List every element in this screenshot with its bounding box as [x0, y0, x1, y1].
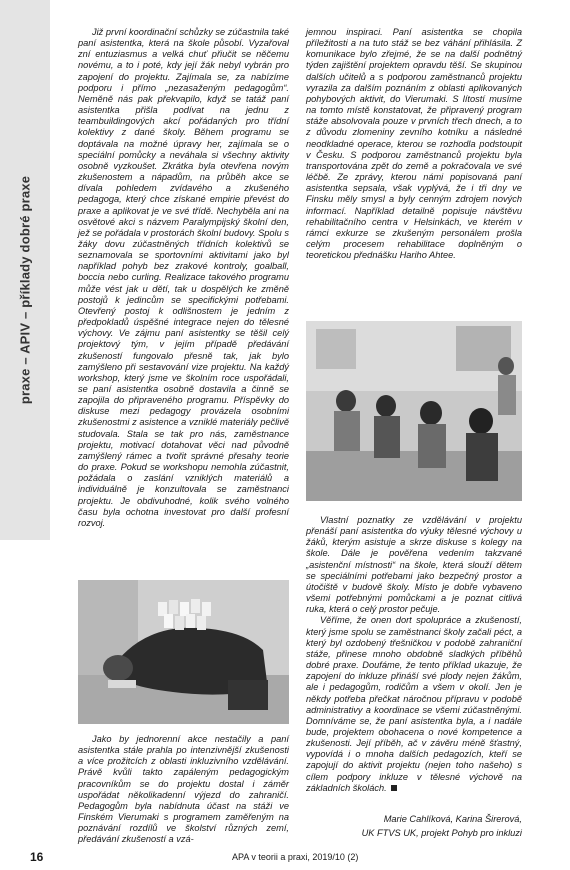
journal-footer: APA v teorii a praxi, 2019/10 (2) — [232, 852, 359, 862]
paragraph: Vlastní poznatky ze vzdělávání v projektu přenáší paní asistentka do výuky tělesné výchovy u žáků, kterým asistuje a skrze diskuse s kolegy na škole. Dále je pověřena vedením takzvané „asistenční místnosti“ na škole, která slouží dětem se speciálními potřebami jako bezpečný prostor a útočiště v budově školy. Místo je dobře vybaveno všemi potřebnými pomůckami a je poznat citlivá ruka, která o celý prostor pečuje. — [306, 515, 522, 615]
column-1-bottom — [78, 734, 289, 846]
photo-stacked-cups-activity — [78, 580, 289, 724]
column-2-bottom — [306, 515, 522, 794]
photo-group-massage-train — [306, 321, 522, 501]
column-2-top — [306, 27, 522, 261]
page-number: 16 — [30, 850, 44, 864]
photo-image — [306, 321, 522, 501]
paragraph-with-end-mark — [306, 615, 522, 794]
paragraph: Jako by jednorenní akce nestačily a paní asistentka stále prahla po intenzivnější zkušenosti a více prožitcích z oblasti inkluzivního vzdělávání. Právě kvůli takto zapáleným pedagogickým pracovníkům se do projektu dostal i záměr uspořádat několikadenní výjezd do zahraničí. Pedagogům byla nabídnuta účast na stáži ve Finském Vierumaki s programem zaměřeným na poznávání rozdílů ve školství různých zemí, předávání zkušeností a vzá- — [78, 734, 289, 845]
sidebar-label: praxe – APIV – příklady dobré praxe — [17, 175, 33, 405]
paragraph: jemnou inspiraci. Paní asistentka se chopila příležitosti a na tuto stáž se bez váhání přihlásila. Z komunikace bylo zřejmé, že se na další podnětný týden zajištění projektem opravdu těší. Se skupinou dalších učitelů a s podporou zaměstnanců projektu vyrazila za dalším poznáním z oblasti aplikovaných pohybových aktivit, do Vierumaki. S lítostí musíme na tomto místě konstatovat, že připravený program stáže absolvovala pouze v prvních třech dnech, a to z důvodu zlomeniny zevního kotníku a následné neodkladné operace, kterou se rozhodla podstoupit v Česku. S podporou zaměstnanců projektu byla transportována zpět do země a pokračovala ve své léčbě. Ze zprávy, kterou námi popisovaná paní asistentka sepsala, však vyplývá, že i tři dny ve Finsku měly smysl a byly cenným zdrojem nových informací. Například detailně popisuje návštěvu rehabilitačního centra v Helsinkách, ve kterém v rámci exkurze se zkušeným personálem prošla celým procesem rehabilitace doplněným o teoretickou přednášku Hariho Ahtee. — [306, 27, 522, 261]
sidebar-label-wrap — [0, 0, 50, 540]
photo-image — [78, 580, 289, 724]
author-names: Marie Cahlíková, Karina Širerová, — [383, 814, 522, 824]
author-affiliation: UK FTVS UK, projekt Pohyb pro inkluzi — [361, 828, 522, 838]
paragraph-text: Věříme, že onen dort spolupráce a zkušeností, který jsme spolu se zaměstnanci školy začali péct, a který byl ozdobený třešničkou v podobě zahraniční stáže, přinese mnoho obdobně sladkých příběhů dobré praxe. Doufáme, že tento příklad ukazuje, že zapojení do inkluze přináší své plody nejen žákům, ale i pedagogům, rodičům a všem v okolí. Jen je někdy potřeba přečkat náročnou přípravu v podobě administrativy a koordinace se všemi zúčastněnými. Domníváme se, že paní asistentka byla, a i nadále bude, projektem obohacena o nové kompetence a zkušenosti. Její příběh, ač v závěru méně šťastný, vypovídá i o mnoha dalších pedagozích, kteří se zapojují do aktivit projektu (nejen toho našeho) s cílem podpory inkluze v tělesné výchově na základních školách. — [306, 615, 522, 793]
end-of-article-square-icon — [391, 785, 397, 791]
paragraph: Již první koordinační schůzky se zúčastnila také paní asistentka, která na škole působí. Vyzařoval zní entuziasmus a velká chuť přiučit se něčemu novému, a to i poté, kdy její žák nebyl vybrán pro zapojení do projektu. Zajímala se, za nabízíme podporu i přímo „nezasaženým pedagogům“. Neměně nás pak překvapilo, když se tatáž paní asistentka přišla podívat na jednu z teambuildingových akcí pořádaných pro třídní kolektivy z dané školy. Během programu se doptávala na možné úpravy her, zajímala se o speciální pomůcky a neváhala si všechny aktivity osobně vyzkoušet. Zkrátka byla otevřena novým zkušenostem a nápadům, na průběh akce se dívala pohledem zvídavého a zkušeného pedagoga, který chce získané empirie převést do praxe a aplikovat je ve své třídě. Nechyběla ani na osvětové akci s názvem Paralympijský školní den, jež se pořádala v prostorách školní budovy. Spolu s žáky dovu zúčastněných třídních kolektivů se seznamovala se sportovními aktivitami jako byl například pohyb bez zrakové kontroly, goalball, boccia nebo curling. Realizace takového programu může vést jak u dětí, tak u dospělých ke změně postojů k jedincům se specifickými potřebami. Otevřený postoj k odlišnostem je jedním z předpokladů úspěšné integrace nejen do tělesné výchovy. Ve zájmu paní asistentky se těšil celý projektový tým, v jejím případě předávání zkušeností fungovalo přesně tak, jak bylo zamýšleno při sestavování vize projektu. Na každý workshop, který jsme ve školním roce uspořádali, se paní asistentka osobně dostavila a činně se zapojila do připraveného programu. Příspěvky do diskuse mezi pedagogy provázela osobními zkušenostmi z asistence a vzniklé materiály pečlivě studovala. Stala se tak pro nás, zaměstnance projektu, motivací dotahovat věci nad původně zamýšlený rámec a tvořit správné přesahy teorie do praxe. Pokud se workshopu nemohla zúčastnit, požádala o zaslání vzniklých materiálů a individuálně je konzultovala se zaměstnanci projektu. Je obdivuhodné, kolik svého volného času byla ochotna investovat pro další profesní rozvoj. — [78, 27, 289, 528]
column-1-top — [78, 27, 289, 529]
